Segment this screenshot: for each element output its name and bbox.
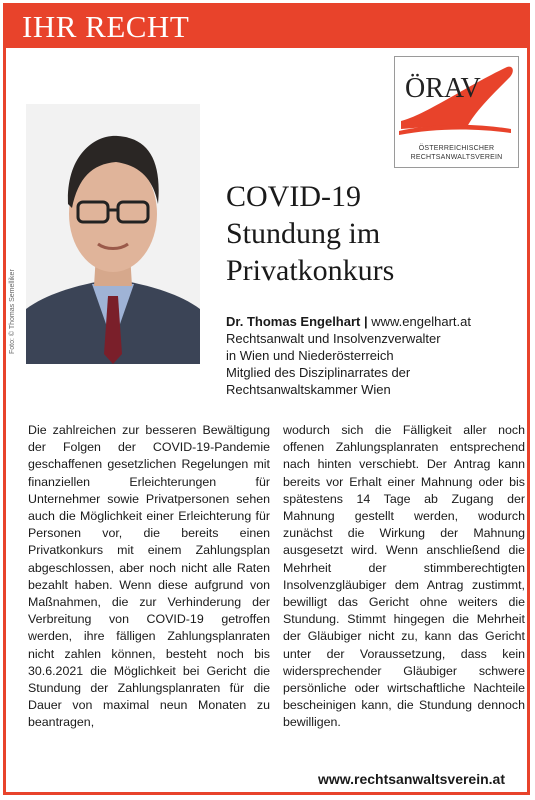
article-headline [226,178,526,289]
author-line-4: Mitglied des Disziplinarrates der [226,365,411,380]
footer-website-link[interactable]: www.rechtsanwaltsverein.at [318,771,505,787]
article-frame [3,3,530,795]
author-portrait [26,104,200,364]
headline-line-3: Privatkonkurs [226,254,395,287]
body-column-left: Die zahlreichen zur besseren Bewältigung der Folgen der COVID-19-Pandemie geschaffenen gesetzlichen Regelungen mit finanziellen Erleichterungen für Unternehmer sowie Privatpersonen sehen auch die Möglichkeit einer Erleichterung für Personen vor, die bereits einen Privatkonkurs mit einem Zahlungsplan abgeschlossen, aber noch nicht alle Raten bezahlt haben. Wenn diese aufgrund von Maßnahmen, die zur Verhinderung der Verbreitung von COVID-19 getroffen werden, ihre fälligen Zahlungsplanraten nicht zahlen können, besteht noch bis 30.6.2021 die Möglichkeit bei Gericht die Stundung der Zahlungsplanraten für die Dauer von maximal neun Monaten zu beantragen, [28,423,270,730]
logo-subtitle-line1: ÖSTERREICHISCHER [418,145,495,152]
author-line-2: Rechtsanwalt und Insolvenzverwalter [226,331,441,346]
author-line-3: in Wien und Niederösterreich [226,348,394,363]
author-info [226,313,526,398]
author-website-link[interactable]: www.engelhart.at [367,314,471,329]
section-title: IHR RECHT [22,9,190,44]
author-line-5: Rechtsanwaltskammer Wien [226,382,391,397]
logo-subtitle-line2: RECHTSANWALTSVEREIN [410,154,503,161]
author-line-1 [226,313,526,330]
headline-line-1: COVID-19 [226,180,361,213]
headline-line-2: Stundung im [226,217,381,250]
portrait-image [26,104,200,364]
logo-wordmark: ÖRAV [405,73,481,104]
author-name: Dr. Thomas Engelhart | [226,314,368,329]
header-bar [6,6,527,48]
photo-credit: Foto: © Thomas Semelliker [9,269,16,354]
body-column-right: wodurch sich die Fälligkeit aller noch offenen Zahlungsplanraten entsprechend nach hinten verschiebt. Der Antrag kann bereits vor Erhalt einer Mahnung oder bis spätestens 14 Tage ab Zugang der Mahnung gestellt werden, wodurch zunächst die Wirkung der Mahnung ausgesetzt wird. Wenn anschließend die Mehrheit der stimmberechtigten Insolvenzgläubiger dem Antrag zustimmt, bewilligt das Gericht ohne weiters die Stundung. Stimmt hingegen die Mehrheit der Gläubiger nicht zu, kann das Gericht unter der Voraussetzung, dass kein widersprechender Gläubiger schwere persönliche oder wirtschaftliche Nachteile bescheinigen kann, die Stundung dennoch bewilligen. [283,423,525,730]
orav-logo [394,56,519,168]
